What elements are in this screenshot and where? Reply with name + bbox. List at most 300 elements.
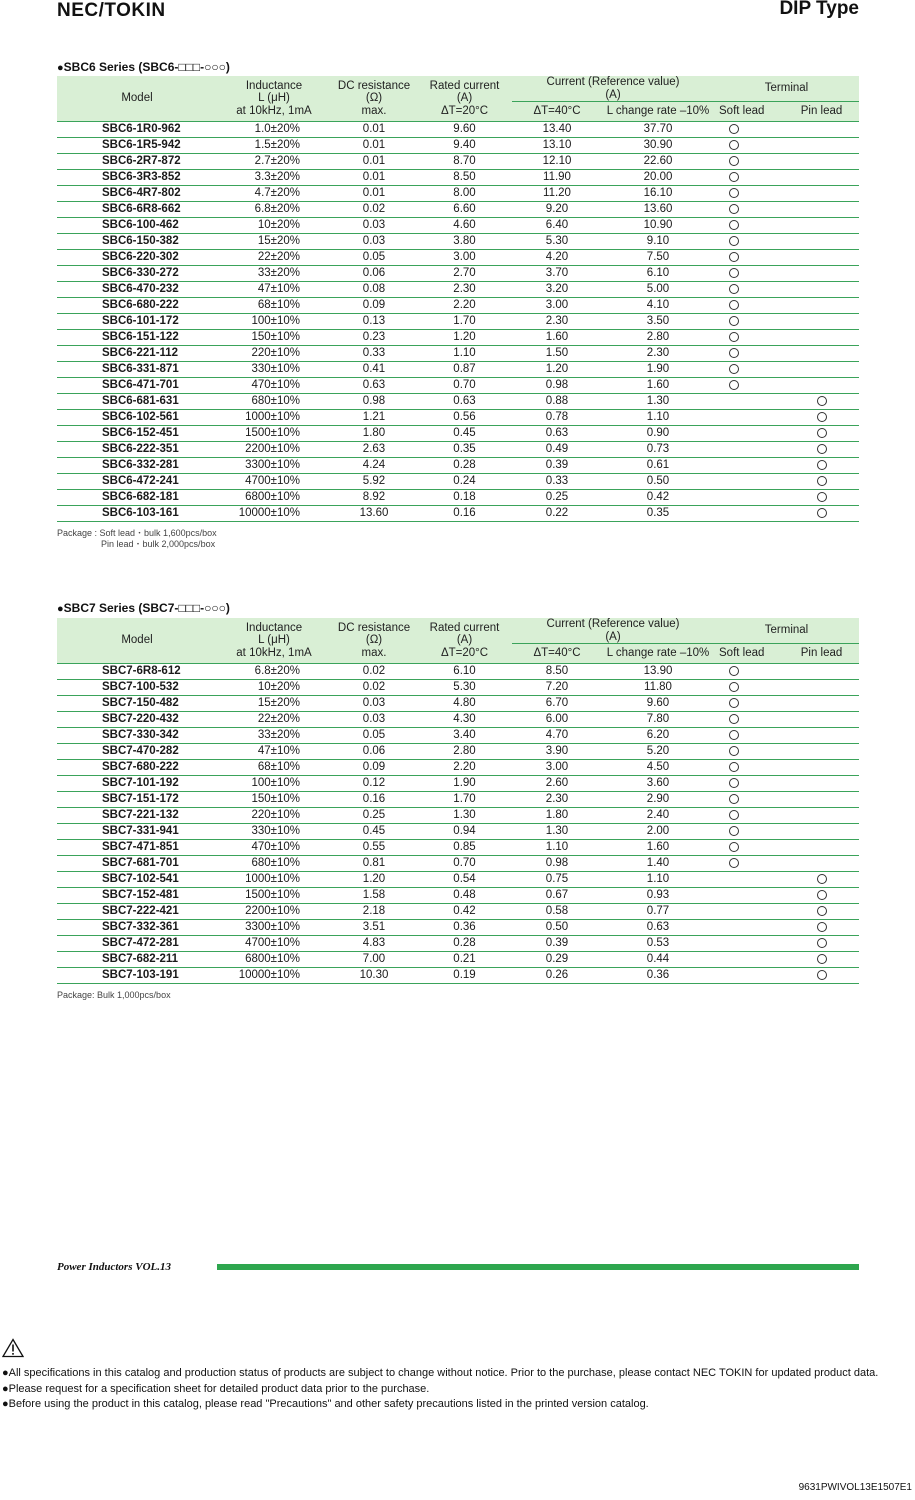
cell-dt40: 0.26 xyxy=(512,968,602,984)
cell-dt40: 0.29 xyxy=(512,952,602,968)
cell-l-change: 0.77 xyxy=(602,904,714,920)
available-circle-icon xyxy=(729,124,739,134)
available-circle-icon xyxy=(729,746,739,756)
available-circle-icon xyxy=(817,922,827,932)
cell-rated-current: 1.70 xyxy=(417,792,512,808)
cell-model: SBC6-151-122 xyxy=(57,330,217,346)
col-soft-lead: Soft lead xyxy=(714,102,774,122)
available-circle-icon xyxy=(729,380,739,390)
cell-inductance: 3.3±20% xyxy=(217,170,331,186)
available-circle-icon xyxy=(729,316,739,326)
available-circle-icon xyxy=(817,444,827,454)
available-circle-icon xyxy=(817,428,827,438)
cell-soft-lead xyxy=(714,696,774,712)
cell-inductance: 680±10% xyxy=(217,394,331,410)
cell-pin-lead xyxy=(774,776,859,792)
cell-dt40: 3.00 xyxy=(512,298,602,314)
cell-dc-resistance: 0.05 xyxy=(331,728,417,744)
cell-inductance: 100±10% xyxy=(217,776,331,792)
cell-dc-resistance: 5.92 xyxy=(331,474,417,490)
cell-soft-lead xyxy=(714,952,774,968)
cell-pin-lead xyxy=(774,474,859,490)
cell-dt40: 0.78 xyxy=(512,410,602,426)
table-row xyxy=(57,728,859,744)
available-circle-icon xyxy=(817,396,827,406)
cell-pin-lead xyxy=(774,888,859,904)
table-row xyxy=(57,218,859,234)
available-circle-icon xyxy=(729,172,739,182)
col-dc-resistance: DC resistance (Ω) max. xyxy=(331,618,417,664)
cell-inductance: 4700±10% xyxy=(217,474,331,490)
cell-inductance: 33±20% xyxy=(217,266,331,282)
cell-l-change: 9.60 xyxy=(602,696,714,712)
cell-inductance: 10±20% xyxy=(217,218,331,234)
table-row xyxy=(57,888,859,904)
cell-pin-lead xyxy=(774,696,859,712)
cell-dc-resistance: 0.23 xyxy=(331,330,417,346)
cell-pin-lead xyxy=(774,744,859,760)
col-pin-lead: Pin lead xyxy=(774,102,859,122)
cell-dt40: 4.20 xyxy=(512,250,602,266)
cell-soft-lead xyxy=(714,314,774,330)
cell-rated-current: 3.00 xyxy=(417,250,512,266)
cell-dc-resistance: 0.16 xyxy=(331,792,417,808)
cell-pin-lead xyxy=(774,314,859,330)
sbc7-series-title xyxy=(57,601,230,615)
cell-pin-lead xyxy=(774,664,859,680)
available-circle-icon xyxy=(729,810,739,820)
cell-inductance: 68±10% xyxy=(217,298,331,314)
cell-inductance: 6800±10% xyxy=(217,490,331,506)
cell-inductance: 22±20% xyxy=(217,712,331,728)
bullet-icon: ● xyxy=(2,1382,9,1395)
cell-model: SBC7-151-172 xyxy=(57,792,217,808)
cell-soft-lead xyxy=(714,872,774,888)
cell-soft-lead xyxy=(714,234,774,250)
cell-dc-resistance: 0.41 xyxy=(331,362,417,378)
cell-dt40: 0.22 xyxy=(512,506,602,522)
cell-pin-lead xyxy=(774,426,859,442)
cell-model: SBC6-1R5-942 xyxy=(57,138,217,154)
cell-dc-resistance: 0.03 xyxy=(331,696,417,712)
package-line-2: Pin lead・bulk 2,000pcs/box xyxy=(101,539,216,549)
cell-dt40: 6.40 xyxy=(512,218,602,234)
cell-dc-resistance: 0.13 xyxy=(331,314,417,330)
table-row xyxy=(57,170,859,186)
cell-pin-lead xyxy=(774,234,859,250)
cell-model: SBC7-331-941 xyxy=(57,824,217,840)
table-row xyxy=(57,904,859,920)
cell-l-change: 1.10 xyxy=(602,872,714,888)
cell-inductance: 15±20% xyxy=(217,696,331,712)
sbc6-title-text: SBC6 Series (SBC6-□□□-○○○) xyxy=(63,60,230,74)
cell-dt40: 3.70 xyxy=(512,266,602,282)
table-row xyxy=(57,506,859,522)
cell-l-change: 0.50 xyxy=(602,474,714,490)
cell-rated-current: 8.00 xyxy=(417,186,512,202)
cell-rated-current: 4.80 xyxy=(417,696,512,712)
cell-model: SBC6-1R0-962 xyxy=(57,122,217,138)
cell-model: SBC7-680-222 xyxy=(57,760,217,776)
cell-inductance: 3300±10% xyxy=(217,920,331,936)
cell-model: SBC6-331-871 xyxy=(57,362,217,378)
cell-dt40: 0.49 xyxy=(512,442,602,458)
cell-l-change: 1.90 xyxy=(602,362,714,378)
cell-l-change: 0.53 xyxy=(602,936,714,952)
cell-rated-current: 6.60 xyxy=(417,202,512,218)
available-circle-icon xyxy=(817,508,827,518)
cell-inductance: 6.8±20% xyxy=(217,664,331,680)
cell-pin-lead xyxy=(774,936,859,952)
cell-pin-lead xyxy=(774,712,859,728)
cell-model: SBC7-103-191 xyxy=(57,968,217,984)
cell-rated-current: 0.36 xyxy=(417,920,512,936)
bullet-icon: ● xyxy=(2,1398,9,1410)
cell-rated-current: 1.90 xyxy=(417,776,512,792)
cell-l-change: 6.20 xyxy=(602,728,714,744)
cell-dc-resistance: 2.18 xyxy=(331,904,417,920)
available-circle-icon xyxy=(729,778,739,788)
cell-l-change: 4.50 xyxy=(602,760,714,776)
cell-dc-resistance: 0.03 xyxy=(331,234,417,250)
cell-dc-resistance: 7.00 xyxy=(331,952,417,968)
col-l-change: L change rate –10% xyxy=(602,644,714,664)
note-text: Before using the product in this catalog, please read "Precautions" and other safety precautions listed in the printed version catalog. xyxy=(8,1398,649,1410)
cell-dt40: 6.70 xyxy=(512,696,602,712)
cell-l-change: 7.50 xyxy=(602,250,714,266)
cell-model: SBC7-221-132 xyxy=(57,808,217,824)
cell-model: SBC6-222-351 xyxy=(57,442,217,458)
cell-model: SBC7-222-421 xyxy=(57,904,217,920)
cell-l-change: 13.60 xyxy=(602,202,714,218)
cell-model: SBC7-101-192 xyxy=(57,776,217,792)
table-row xyxy=(57,856,859,872)
cell-dc-resistance: 4.24 xyxy=(331,458,417,474)
cell-pin-lead xyxy=(774,792,859,808)
cell-rated-current: 3.40 xyxy=(417,728,512,744)
cell-pin-lead xyxy=(774,824,859,840)
cell-l-change: 7.80 xyxy=(602,712,714,728)
cell-pin-lead xyxy=(774,122,859,138)
cell-rated-current: 4.60 xyxy=(417,218,512,234)
cell-l-change: 2.80 xyxy=(602,330,714,346)
cell-model: SBC6-221-112 xyxy=(57,346,217,362)
cell-inductance: 330±10% xyxy=(217,362,331,378)
cell-l-change: 16.10 xyxy=(602,186,714,202)
cell-dc-resistance: 0.98 xyxy=(331,394,417,410)
cell-rated-current: 0.85 xyxy=(417,840,512,856)
cell-dt40: 1.10 xyxy=(512,840,602,856)
note-item xyxy=(2,1366,878,1382)
cell-rated-current: 9.60 xyxy=(417,122,512,138)
cell-inductance: 1.0±20% xyxy=(217,122,331,138)
cell-soft-lead xyxy=(714,202,774,218)
cell-dc-resistance: 0.02 xyxy=(331,202,417,218)
cell-model: SBC6-680-222 xyxy=(57,298,217,314)
cell-soft-lead xyxy=(714,458,774,474)
cell-inductance: 220±10% xyxy=(217,346,331,362)
cell-soft-lead xyxy=(714,378,774,394)
table-row xyxy=(57,952,859,968)
cell-model: SBC7-6R8-612 xyxy=(57,664,217,680)
cell-soft-lead xyxy=(714,362,774,378)
cell-rated-current: 9.40 xyxy=(417,138,512,154)
cell-l-change: 10.90 xyxy=(602,218,714,234)
cell-soft-lead xyxy=(714,856,774,872)
cell-soft-lead xyxy=(714,138,774,154)
cell-soft-lead xyxy=(714,490,774,506)
cell-l-change: 5.20 xyxy=(602,744,714,760)
cell-rated-current: 1.20 xyxy=(417,330,512,346)
cell-l-change: 0.93 xyxy=(602,888,714,904)
table-row xyxy=(57,138,859,154)
cell-model: SBC6-3R3-852 xyxy=(57,170,217,186)
cell-rated-current: 0.28 xyxy=(417,458,512,474)
cell-l-change: 0.63 xyxy=(602,920,714,936)
cell-pin-lead xyxy=(774,920,859,936)
cell-model: SBC6-220-302 xyxy=(57,250,217,266)
available-circle-icon xyxy=(817,890,827,900)
table-row xyxy=(57,664,859,680)
available-circle-icon xyxy=(729,204,739,214)
cell-soft-lead xyxy=(714,904,774,920)
cell-dc-resistance: 0.55 xyxy=(331,840,417,856)
footer-rule xyxy=(217,1264,859,1270)
cell-model: SBC6-471-701 xyxy=(57,378,217,394)
cell-soft-lead xyxy=(714,170,774,186)
cell-model: SBC7-472-281 xyxy=(57,936,217,952)
cell-pin-lead xyxy=(774,458,859,474)
table-row xyxy=(57,330,859,346)
cell-dt40: 0.25 xyxy=(512,490,602,506)
cell-soft-lead xyxy=(714,760,774,776)
cell-rated-current: 8.50 xyxy=(417,170,512,186)
available-circle-icon xyxy=(729,348,739,358)
cell-inductance: 10000±10% xyxy=(217,506,331,522)
cell-rated-current: 0.16 xyxy=(417,506,512,522)
available-circle-icon xyxy=(817,874,827,884)
col-terminal: Terminal xyxy=(714,76,859,102)
cell-dt40: 0.39 xyxy=(512,936,602,952)
table-row xyxy=(57,872,859,888)
cell-pin-lead xyxy=(774,952,859,968)
cell-model: SBC6-150-382 xyxy=(57,234,217,250)
cell-dt40: 1.30 xyxy=(512,824,602,840)
cell-dc-resistance: 0.01 xyxy=(331,186,417,202)
cell-l-change: 2.90 xyxy=(602,792,714,808)
cell-inductance: 3300±10% xyxy=(217,458,331,474)
cell-inductance: 2200±10% xyxy=(217,442,331,458)
cell-rated-current: 0.42 xyxy=(417,904,512,920)
table-row xyxy=(57,474,859,490)
cell-rated-current: 1.70 xyxy=(417,314,512,330)
cell-rated-current: 2.20 xyxy=(417,760,512,776)
cell-dc-resistance: 1.58 xyxy=(331,888,417,904)
cell-soft-lead xyxy=(714,394,774,410)
cell-dt40: 3.00 xyxy=(512,760,602,776)
cell-l-change: 0.36 xyxy=(602,968,714,984)
cell-dc-resistance: 0.06 xyxy=(331,266,417,282)
cell-dc-resistance: 0.02 xyxy=(331,680,417,696)
table-row xyxy=(57,346,859,362)
cell-inductance: 6.8±20% xyxy=(217,202,331,218)
cell-pin-lead xyxy=(774,394,859,410)
cell-inductance: 22±20% xyxy=(217,250,331,266)
cell-soft-lead xyxy=(714,728,774,744)
cell-dc-resistance: 0.01 xyxy=(331,122,417,138)
cell-dc-resistance: 0.05 xyxy=(331,250,417,266)
cell-soft-lead xyxy=(714,282,774,298)
cell-l-change: 0.44 xyxy=(602,952,714,968)
col-dt40: ΔT=40°C xyxy=(512,102,602,122)
cell-l-change: 20.00 xyxy=(602,170,714,186)
cell-model: SBC7-330-342 xyxy=(57,728,217,744)
cell-soft-lead xyxy=(714,218,774,234)
cell-inductance: 330±10% xyxy=(217,824,331,840)
cell-l-change: 30.90 xyxy=(602,138,714,154)
cell-model: SBC7-152-481 xyxy=(57,888,217,904)
package-line-1: Package : Soft lead・bulk 1,600pcs/box xyxy=(57,528,217,538)
cell-inductance: 150±10% xyxy=(217,792,331,808)
table-row xyxy=(57,314,859,330)
cell-pin-lead xyxy=(774,378,859,394)
cell-inductance: 150±10% xyxy=(217,330,331,346)
cell-pin-lead xyxy=(774,346,859,362)
cell-model: SBC7-681-701 xyxy=(57,856,217,872)
cell-inductance: 10000±10% xyxy=(217,968,331,984)
cell-rated-current: 1.10 xyxy=(417,346,512,362)
table-row xyxy=(57,202,859,218)
cell-model: SBC7-682-211 xyxy=(57,952,217,968)
cell-dt40: 5.30 xyxy=(512,234,602,250)
table-row xyxy=(57,744,859,760)
cell-pin-lead xyxy=(774,490,859,506)
available-circle-icon xyxy=(729,698,739,708)
cell-inductance: 100±10% xyxy=(217,314,331,330)
note-item xyxy=(2,1397,878,1413)
cell-rated-current: 0.19 xyxy=(417,968,512,984)
sbc6-spec-table xyxy=(57,76,859,522)
available-circle-icon xyxy=(729,252,739,262)
cell-pin-lead xyxy=(774,728,859,744)
cell-dt40: 13.40 xyxy=(512,122,602,138)
cell-inductance: 1000±10% xyxy=(217,872,331,888)
col-pin-lead: Pin lead xyxy=(774,644,859,664)
cell-soft-lead xyxy=(714,474,774,490)
cell-soft-lead xyxy=(714,936,774,952)
cell-pin-lead xyxy=(774,760,859,776)
table-row xyxy=(57,776,859,792)
available-circle-icon xyxy=(729,300,739,310)
cell-soft-lead xyxy=(714,776,774,792)
cell-rated-current: 0.28 xyxy=(417,936,512,952)
cell-dc-resistance: 0.08 xyxy=(331,282,417,298)
cell-soft-lead xyxy=(714,154,774,170)
cell-l-change: 3.60 xyxy=(602,776,714,792)
table-row xyxy=(57,410,859,426)
cell-pin-lead xyxy=(774,202,859,218)
cell-pin-lead xyxy=(774,186,859,202)
cell-inductance: 2200±10% xyxy=(217,904,331,920)
cell-dc-resistance: 3.51 xyxy=(331,920,417,936)
cell-l-change: 1.10 xyxy=(602,410,714,426)
cell-rated-current: 5.30 xyxy=(417,680,512,696)
table-row xyxy=(57,122,859,138)
cell-soft-lead xyxy=(714,186,774,202)
cell-model: SBC6-100-462 xyxy=(57,218,217,234)
cell-rated-current: 2.80 xyxy=(417,744,512,760)
cell-model: SBC7-100-532 xyxy=(57,680,217,696)
cell-dc-resistance: 0.03 xyxy=(331,712,417,728)
cell-soft-lead xyxy=(714,888,774,904)
note-item xyxy=(2,1382,878,1398)
cell-l-change: 4.10 xyxy=(602,298,714,314)
cell-dt40: 12.10 xyxy=(512,154,602,170)
cell-inductance: 4.7±20% xyxy=(217,186,331,202)
cell-dt40: 2.30 xyxy=(512,792,602,808)
available-circle-icon xyxy=(729,332,739,342)
cell-dc-resistance: 10.30 xyxy=(331,968,417,984)
cell-inductance: 1.5±20% xyxy=(217,138,331,154)
cell-pin-lead xyxy=(774,680,859,696)
cell-soft-lead xyxy=(714,808,774,824)
cell-model: SBC7-220-432 xyxy=(57,712,217,728)
cell-l-change: 1.60 xyxy=(602,378,714,394)
cell-pin-lead xyxy=(774,138,859,154)
cell-dc-resistance: 0.02 xyxy=(331,664,417,680)
cell-inductance: 10±20% xyxy=(217,680,331,696)
cell-rated-current: 6.10 xyxy=(417,664,512,680)
available-circle-icon xyxy=(729,220,739,230)
cell-inductance: 220±10% xyxy=(217,808,331,824)
cell-soft-lead xyxy=(714,744,774,760)
available-circle-icon xyxy=(729,794,739,804)
cell-rated-current: 0.24 xyxy=(417,474,512,490)
col-dt40: ΔT=40°C xyxy=(512,644,602,664)
cell-dt40: 0.98 xyxy=(512,856,602,872)
cell-rated-current: 8.70 xyxy=(417,154,512,170)
cell-model: SBC6-6R8-662 xyxy=(57,202,217,218)
available-circle-icon xyxy=(729,682,739,692)
cell-dc-resistance: 0.01 xyxy=(331,154,417,170)
note-text: All specifications in this catalog and production status of products are subject to change without notice. Prior to the purchase, please contact NEC TOKIN for updated product data. xyxy=(8,1367,879,1379)
cell-dt40: 0.67 xyxy=(512,888,602,904)
cell-dc-resistance: 8.92 xyxy=(331,490,417,506)
cell-pin-lead xyxy=(774,410,859,426)
col-model: Model xyxy=(57,76,217,122)
cell-l-change: 37.70 xyxy=(602,122,714,138)
cell-soft-lead xyxy=(714,298,774,314)
table-row xyxy=(57,250,859,266)
table-row xyxy=(57,680,859,696)
cell-dc-resistance: 0.25 xyxy=(331,808,417,824)
cell-inductance: 1500±10% xyxy=(217,426,331,442)
cell-inductance: 15±20% xyxy=(217,234,331,250)
available-circle-icon xyxy=(817,476,827,486)
col-soft-lead: Soft lead xyxy=(714,644,774,664)
cell-inductance: 1000±10% xyxy=(217,410,331,426)
cell-rated-current: 0.18 xyxy=(417,490,512,506)
cell-l-change: 0.42 xyxy=(602,490,714,506)
brand-logo: NEC/TOKIN xyxy=(57,0,166,21)
cell-inductance: 47±10% xyxy=(217,282,331,298)
cell-dt40: 4.70 xyxy=(512,728,602,744)
table-row xyxy=(57,792,859,808)
cell-dt40: 1.20 xyxy=(512,362,602,378)
cell-dc-resistance: 1.20 xyxy=(331,872,417,888)
cell-rated-current: 4.30 xyxy=(417,712,512,728)
cell-rated-current: 0.70 xyxy=(417,378,512,394)
